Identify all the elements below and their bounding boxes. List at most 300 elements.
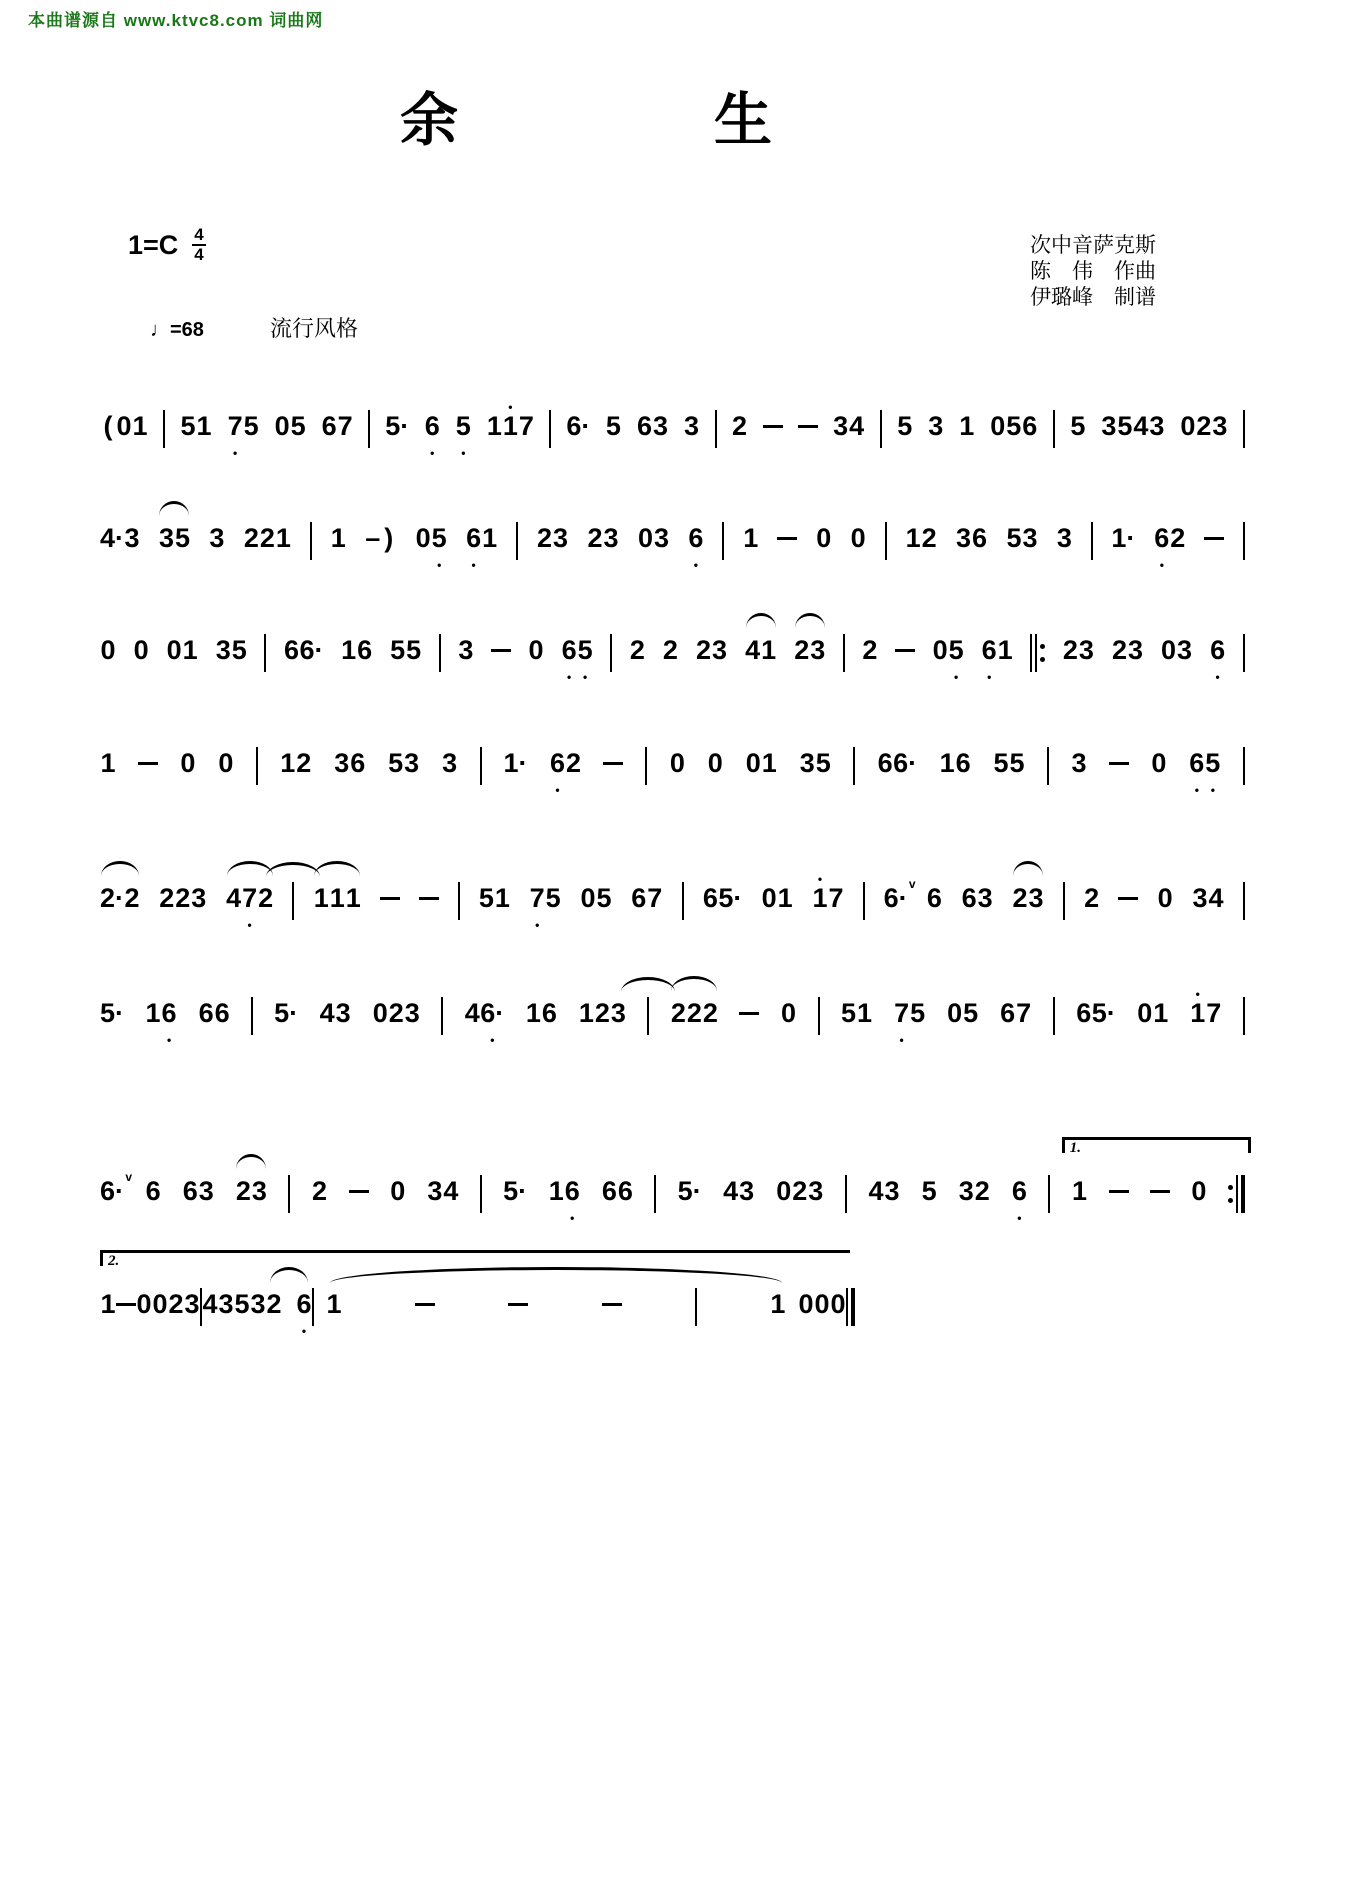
note-digit: 3: [191, 883, 207, 913]
underline-beams: [884, 1205, 900, 1215]
duration-dash: [603, 762, 623, 765]
barline: [480, 1169, 482, 1213]
note-digit: 5·: [385, 411, 410, 441]
note-digit: 6: [1022, 411, 1038, 441]
note-group: [669, 741, 685, 796]
note-group: [868, 1169, 900, 1224]
note-group: [812, 872, 844, 931]
underline-beams: [830, 1318, 846, 1328]
note: [688, 516, 704, 571]
note-digit: 2: [1012, 883, 1028, 913]
note-digit: 5: [478, 883, 494, 913]
note: [712, 628, 728, 683]
note-digit: 2: [1111, 635, 1127, 665]
high-octave-dot: •: [817, 872, 823, 886]
note: [116, 404, 132, 459]
underline-beams: [251, 1205, 267, 1215]
note: [202, 1282, 218, 1337]
note-group: [166, 628, 198, 683]
note: [868, 1169, 884, 1224]
note-group: [1157, 876, 1173, 931]
underline-beams: [218, 1318, 234, 1328]
note-digit: 7: [1016, 998, 1032, 1028]
note-group: [1210, 628, 1226, 683]
note-digit: 0: [136, 1289, 152, 1319]
note-digit: 6: [549, 748, 566, 778]
underline-beams: [897, 440, 913, 450]
note-digit: 1: [313, 883, 329, 913]
underline-beams: [404, 777, 420, 787]
note: [883, 876, 916, 931]
note-digit: 6: [961, 883, 977, 913]
note: [862, 628, 878, 683]
note: [283, 628, 299, 683]
note-group: [385, 404, 409, 459]
note-digit: 2: [594, 998, 610, 1028]
note: [350, 741, 366, 796]
note-digit: 5: [545, 883, 561, 913]
underline-beams: [921, 1205, 937, 1215]
barline: [1243, 628, 1245, 672]
note: [761, 628, 777, 683]
note-group: [905, 516, 937, 571]
note-digit: 2: [258, 883, 274, 913]
note-digit: 3: [1028, 883, 1044, 913]
underline-beams: [494, 912, 510, 922]
underline-beams: [100, 440, 116, 450]
note: [275, 516, 291, 571]
underline-beams: [828, 912, 844, 922]
note-digit: 3: [956, 523, 972, 553]
volta-bracket: [1062, 1137, 1251, 1156]
underline-beams: [776, 1205, 792, 1215]
note-group: [814, 1282, 830, 1337]
note-digit: 0: [133, 635, 149, 665]
note-group: [1072, 1169, 1088, 1224]
underline-beams: [326, 1318, 342, 1328]
barline: [256, 741, 258, 785]
note-digit: 3: [884, 1176, 900, 1206]
note-digit: 5: [897, 411, 913, 441]
note-digit: 3: [184, 1289, 200, 1319]
note-digit: 2: [1196, 411, 1212, 441]
note-digit: 1: [743, 523, 759, 553]
underline-beams: [365, 552, 381, 562]
note-digit: 5·: [274, 998, 299, 1028]
note: [372, 991, 388, 1046]
note: [312, 1169, 328, 1224]
note-group: [100, 1169, 133, 1224]
underline-beams: [877, 777, 893, 787]
note: [921, 1169, 937, 1224]
note: [566, 741, 582, 796]
underline-beams: [932, 664, 948, 674]
note-digit: 5: [406, 635, 422, 665]
duration-dash: [1118, 897, 1138, 900]
underline-beams: [636, 440, 652, 450]
note: [1111, 628, 1127, 683]
note-group-slurred: [313, 876, 361, 931]
underline-beams: [321, 440, 337, 450]
note-digit: 0: [1151, 748, 1167, 778]
note: [857, 991, 873, 1046]
underline-beams: [905, 552, 921, 562]
note-digit: (: [103, 411, 113, 441]
note: [828, 876, 844, 931]
note-digit: 6: [702, 883, 718, 913]
note-group: [100, 991, 124, 1046]
note: [209, 516, 225, 571]
final-barline: [846, 1282, 855, 1326]
note: [259, 516, 275, 571]
note: [977, 876, 993, 931]
underline-beams: [652, 440, 668, 450]
note-digit: 5: [921, 1176, 937, 1206]
barline: [1243, 516, 1245, 560]
note-group: [578, 991, 626, 1046]
note: [849, 404, 865, 459]
barline: [654, 1169, 656, 1213]
note-digit: 2: [235, 1176, 251, 1206]
underline-beams: [1000, 1027, 1016, 1037]
low-octave-dot: •: [1215, 670, 1220, 684]
note-digit: 0: [1137, 998, 1153, 1028]
underline-beams: [963, 1027, 979, 1037]
note-digit: 3: [958, 1176, 974, 1206]
note-group: [100, 516, 140, 571]
underline-beams: [761, 912, 777, 922]
note-digit: 6: [564, 1176, 580, 1206]
note-group: [478, 876, 510, 931]
underline-beams: [502, 440, 518, 450]
note-group: [1056, 516, 1072, 571]
note-digit: 2: [921, 523, 937, 553]
note-digit: 2: [587, 523, 603, 553]
note-group: [1161, 628, 1193, 683]
note: [1137, 991, 1153, 1046]
note: [415, 516, 431, 571]
underline-beams: [158, 552, 174, 562]
note-digit: 1: [132, 411, 148, 441]
note: [365, 516, 381, 571]
note-digit: 3: [808, 1176, 824, 1206]
underline-beams: [1212, 440, 1228, 450]
note: [231, 628, 247, 683]
note-group: [280, 741, 312, 796]
underline-beams: [631, 912, 647, 922]
music-line: [100, 846, 1245, 931]
note-group: [605, 404, 621, 459]
underline-beams: [1157, 912, 1173, 922]
low-octave-dot: •: [987, 670, 992, 684]
underline-beams: [637, 552, 653, 562]
note-group: [958, 1169, 990, 1224]
note-group: [464, 991, 504, 1046]
low-octave-dot: •: [471, 558, 476, 572]
low-octave-dot: •: [490, 1033, 495, 1047]
underline-beams: [372, 1027, 388, 1037]
note: [1022, 404, 1038, 459]
note-digit: 6: [631, 883, 647, 913]
note: [1127, 628, 1143, 683]
note-digit: 2: [696, 635, 712, 665]
note-digit: 7: [227, 411, 243, 441]
note-digit: 3: [251, 1176, 267, 1206]
note: [972, 516, 988, 571]
note-digit: 1: [997, 635, 1013, 665]
note: [577, 628, 593, 683]
note-group: [636, 404, 668, 459]
note: [578, 991, 594, 1046]
note-group: [1151, 741, 1167, 796]
low-octave-dot: •: [953, 670, 959, 684]
note-digit: 2: [175, 883, 191, 913]
note-group: [198, 991, 230, 1046]
note-digit: 2: [1084, 883, 1100, 913]
note: [198, 1169, 214, 1224]
note: [1177, 628, 1193, 683]
note-digit: 3: [250, 1289, 266, 1319]
note-digit: 6·: [480, 998, 505, 1028]
underline-beams: [1071, 777, 1087, 787]
underline-beams: [175, 912, 191, 922]
note: [637, 516, 653, 571]
underline-beams: [1016, 1027, 1032, 1037]
underline-beams: [388, 777, 404, 787]
note-digit: 7: [518, 411, 534, 441]
note: [319, 991, 335, 1046]
note-digit: 2: [792, 1176, 808, 1206]
note: [610, 991, 626, 1046]
note-group: [780, 991, 796, 1046]
note-digit: 2: [1062, 635, 1078, 665]
underline-beams: [198, 1205, 214, 1215]
note-group: [442, 741, 458, 796]
barline: [1048, 1169, 1050, 1213]
underline-beams: [1133, 440, 1149, 450]
underline-beams: [926, 912, 942, 922]
note-group: [243, 516, 291, 571]
note: [605, 404, 621, 459]
duration-dash: [508, 1303, 528, 1306]
note: [1022, 516, 1038, 571]
underline-beams: [808, 1205, 824, 1215]
note: [124, 516, 140, 571]
note-digit: 7: [828, 883, 844, 913]
note: [1071, 741, 1087, 796]
note-digit: 5: [577, 635, 593, 665]
underline-beams: [1101, 440, 1117, 450]
note: [1206, 991, 1222, 1046]
low-octave-dot: •: [1210, 783, 1215, 797]
note-digit: 5: [1117, 411, 1133, 441]
note-digit: 5: [390, 635, 406, 665]
note: [180, 741, 196, 796]
breath-mark: v: [908, 877, 916, 891]
note-group: [334, 741, 366, 796]
underline-beams: [745, 664, 761, 674]
note-digit: 6: [214, 998, 230, 1028]
underline-beams: [404, 1027, 420, 1037]
underline-beams: [566, 440, 590, 450]
note-digit: 0: [372, 998, 388, 1028]
note: [884, 1169, 900, 1224]
note-digit: 5: [431, 523, 447, 553]
note-digit: 5: [910, 998, 926, 1028]
note: [564, 1169, 580, 1224]
note-digit: 0: [152, 1289, 168, 1319]
underline-beams: [235, 1205, 251, 1215]
note: [381, 516, 397, 571]
credits-block: [1030, 232, 1156, 310]
note-digit: 4: [723, 1176, 739, 1206]
underline-beams: [580, 912, 596, 922]
note-group: [341, 628, 373, 683]
tempo-marking: ♩=68: [150, 319, 204, 341]
underline-beams: [617, 1205, 633, 1215]
low-octave-dot: •: [583, 670, 588, 684]
underline-beams: [812, 912, 828, 922]
barline: [1091, 516, 1093, 560]
note-digit: 1: [482, 523, 498, 553]
underline-beams: [231, 664, 247, 674]
note-digit: 2: [732, 411, 748, 441]
tied-barline: [292, 876, 294, 920]
music-line: [100, 961, 1245, 1046]
note-digit: 0: [1191, 1176, 1207, 1206]
underline-beams: [388, 1027, 404, 1037]
music-line: [100, 711, 1245, 796]
note-group: [993, 741, 1025, 796]
underline-beams: [100, 777, 116, 787]
note-group: [631, 876, 663, 931]
duration-dash: [380, 897, 400, 900]
low-octave-dot: •: [1159, 558, 1164, 572]
underline-beams: [259, 552, 275, 562]
note-group: [234, 1282, 250, 1337]
underline-beams: [594, 1027, 610, 1037]
note: [745, 741, 761, 796]
note-group: [180, 404, 212, 459]
note-digit: 1: [100, 1289, 116, 1319]
note-group: [662, 628, 678, 683]
note-group: [862, 628, 878, 683]
note-group: [283, 628, 323, 683]
barline: [885, 516, 887, 560]
note-digit: 1: [145, 998, 161, 1028]
note-digit: 5: [605, 411, 621, 441]
note-group: [274, 404, 306, 459]
duration-dash: [1109, 1190, 1129, 1193]
underline-beams: [928, 440, 944, 450]
note: [678, 1169, 702, 1224]
low-octave-dot: •: [461, 446, 466, 460]
note: [274, 991, 298, 1046]
note: [1208, 876, 1224, 931]
note: [1009, 741, 1025, 796]
underline-beams: [810, 664, 826, 674]
note-digit: 2: [312, 1176, 328, 1206]
note-digit: 0: [932, 635, 948, 665]
note-group: [629, 628, 645, 683]
note-digit: 1: [939, 748, 955, 778]
underline-beams: [528, 664, 544, 674]
note-group: [1062, 628, 1094, 683]
note-digit: 1: [578, 998, 594, 1028]
note-group: [732, 404, 748, 459]
underline-beams: [464, 1027, 480, 1037]
barline: [853, 741, 855, 785]
note-group: [550, 741, 582, 796]
underline-beams: [196, 440, 212, 450]
note-digit: 3: [1149, 411, 1165, 441]
note-digit: 1: [326, 1289, 342, 1319]
note-digit: 4: [745, 635, 761, 665]
barline: [682, 876, 684, 920]
note: [1028, 876, 1044, 931]
note-digit: 3: [427, 1176, 443, 1206]
underline-beams: [972, 552, 988, 562]
note: [905, 516, 921, 571]
underline-beams: [1208, 912, 1224, 922]
note: [777, 876, 793, 931]
music-line: [100, 598, 1245, 683]
note: [548, 1169, 564, 1224]
note-group: [799, 741, 831, 796]
note-digit: 5: [1009, 748, 1025, 778]
underline-beams: [406, 664, 422, 674]
note: [357, 628, 373, 683]
note-group: [266, 1282, 282, 1337]
note-group: [688, 516, 704, 571]
note: [166, 628, 182, 683]
note-digit: 2: [974, 1176, 990, 1206]
underline-beams: [258, 912, 274, 922]
note: [184, 1282, 200, 1337]
note-digit: 6: [1011, 1176, 1027, 1206]
note-digit: 2: [296, 748, 312, 778]
note-digit: 3: [1078, 635, 1094, 665]
note-digit: 1: [761, 635, 777, 665]
barline: [1047, 741, 1049, 785]
barline: [863, 876, 865, 920]
underline-beams: [868, 1205, 884, 1215]
note-digit: 0: [180, 748, 196, 778]
note-digit: 1: [959, 411, 975, 441]
note-group: [961, 876, 993, 931]
note-group: [850, 516, 866, 571]
note-digit: 3: [335, 998, 351, 1028]
note-digit: 1: [275, 523, 291, 553]
note: [100, 516, 124, 571]
note-digit: 3: [404, 998, 420, 1028]
underline-beams: [739, 1205, 755, 1215]
note-group: [528, 628, 544, 683]
note: [617, 1169, 633, 1224]
note-digit: 1: [812, 883, 828, 913]
note-digit: 3: [833, 411, 849, 441]
note-group-slurred: [100, 876, 140, 931]
note-digit: 0: [100, 635, 116, 665]
note: [145, 1169, 161, 1224]
note: [1012, 876, 1028, 931]
note-group: [136, 1282, 152, 1337]
note-group: [776, 1169, 824, 1224]
note-group: [897, 404, 913, 459]
underline-beams: [974, 1205, 990, 1215]
note-group: [218, 741, 234, 796]
underline-beams: [662, 664, 678, 674]
